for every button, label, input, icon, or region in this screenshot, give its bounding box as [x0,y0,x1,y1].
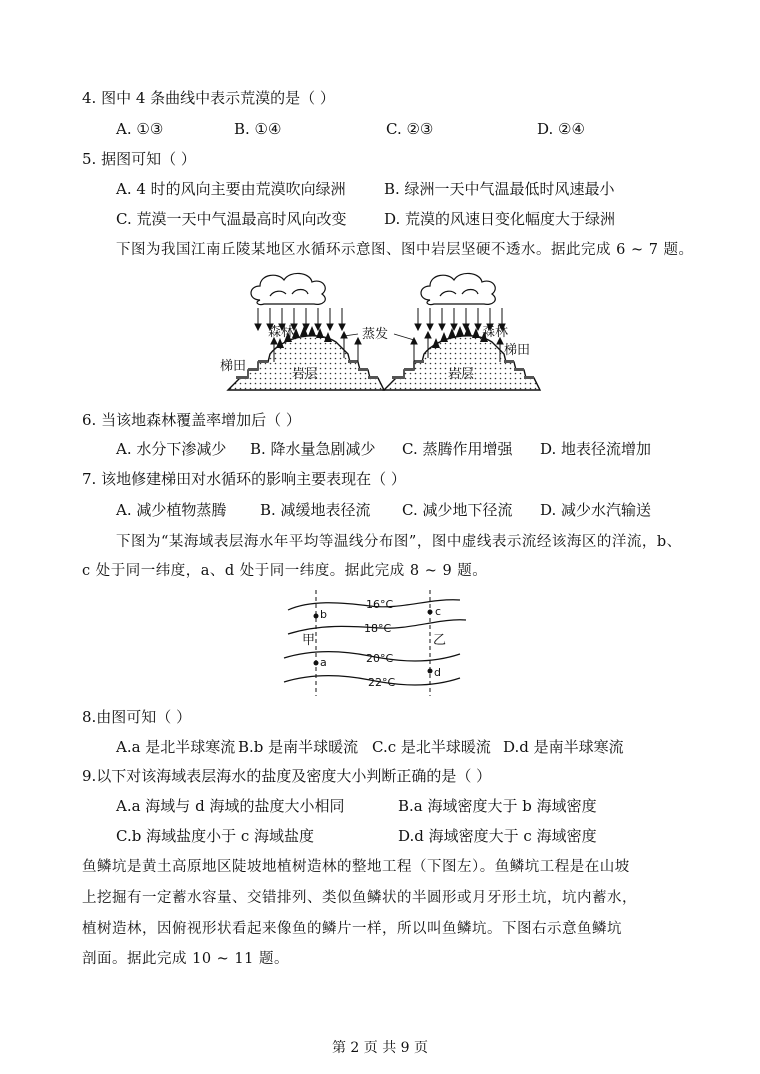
page-footer: 第 2 页 共 9 页 [331,1040,429,1056]
q8-option-a: A.a 是北半球寒流 [116,738,236,756]
q5-option-d: D. 荒漠的风速日变化幅度大于绿洲 [384,210,616,228]
label-forest-left: 森林 [268,325,295,340]
intro-10-11-line2: 上挖掘有一定蓄水容量、交错排列、类似鱼鳞状的半圆形或月牙形土坑，坑内蓄水， [82,890,637,906]
cloud-left-icon [251,273,325,304]
label-terrace-right: 梯田 [504,343,531,358]
label-c: c [435,605,442,618]
q9-option-a: A.a 海域与 d 海域的盐度大小相同 [116,797,345,815]
q4-stem: 4. 图中 4 条曲线中表示荒漠的是（ ） [82,89,335,107]
q7-option-d: D. 减少水汽输送 [540,501,652,519]
q7-stem: 7. 该地修建梯田对水循环的影响主要表现在（ ） [82,470,406,488]
intro-10-11-line1: 鱼鳞坑是黄土高原地区陡坡地植树造林的整地工程（下图左）。鱼鳞坑工程是在山坡 [82,859,630,875]
q7-option-a: A. 减少植物蒸腾 [116,501,227,519]
intro-10-11-line3: 植树造林，因俯视形状看起来像鱼的鳞片一样，所以叫鱼鳞坑。下图右示意鱼鳞坑 [82,921,622,937]
label-iso20: 20°C [366,652,394,665]
isotherm-figure [280,588,480,700]
intro-6-7: 下图为我国江南丘陵某地区水循环示意图、图中岩层坚硬不透水。据此完成 6 ~ 7 题。 [116,242,694,258]
intro-8-9-line2: c 处于同一纬度，a、d 处于同一纬度。据此完成 8 ~ 9 题。 [82,563,488,579]
q7-option-c: C. 减少地下径流 [402,501,513,519]
q9-stem: 9.以下对该海域表层海水的盐度及密度大小判断正确的是（ ） [82,767,492,785]
q5-option-b: B. 绿洲一天中气温最低时风速最小 [384,180,615,198]
label-rock-left: 岩层 [292,367,319,382]
cloud-right-icon [421,273,495,304]
label-jia: 甲 [302,633,316,648]
q6-option-c: C. 蒸腾作用增强 [402,440,513,458]
q8-option-c: C.c 是北半球暖流 [372,738,491,756]
q4-option-b: B. ①④ [234,120,282,138]
label-iso18: 18°C [364,622,392,635]
intro-8-9-line1: 下图为“某海域表层海水年平均等温线分布图”，图中虚线表示流经该海区的洋流，b、 [116,534,682,550]
q9-option-d: D.d 海域密度大于 c 海域密度 [398,827,597,845]
point-b [314,614,319,619]
q4-option-d: D. ②④ [537,120,585,138]
point-d [428,669,433,674]
q5-stem: 5. 据图可知（ ） [82,150,196,168]
q8-option-d: D.d 是南半球寒流 [503,738,624,756]
label-terrace-left: 梯田 [220,359,247,374]
q5-option-c: C. 荒漠一天中气温最高时风向改变 [116,210,347,228]
label-iso16: 16°C [366,598,394,611]
point-c [428,610,433,615]
q7-option-b: B. 减缓地表径流 [260,501,371,519]
label-yi: 乙 [433,633,447,648]
label-d: d [434,666,441,679]
point-a [314,661,319,666]
label-evaporation: 蒸发 [362,327,389,342]
q5-option-a: A. 4 时的风向主要由荒漠吹向绿洲 [116,180,346,198]
label-iso22: 22°C [368,676,396,689]
label-b: b [320,608,327,621]
q4-option-a: A. ①③ [116,120,164,138]
label-a: a [320,656,327,669]
q8-option-b: B.b 是南半球暖流 [238,738,359,756]
q9-option-c: C.b 海域盐度小于 c 海域盐度 [116,827,315,845]
label-rock-right: 岩层 [448,367,475,382]
q8-stem: 8.由图可知（ ） [82,708,192,726]
q6-option-a: A. 水分下渗减少 [116,440,227,458]
intro-10-11-line4: 剖面。据此完成 10 ~ 11 题。 [82,951,289,967]
label-forest-right: 森林 [482,325,509,340]
q6-option-d: D. 地表径流增加 [540,440,652,458]
water-cycle-figure [218,266,548,396]
q6-option-b: B. 降水量急剧减少 [250,440,376,458]
q9-option-b: B.a 海域密度大于 b 海域密度 [398,797,597,815]
q4-option-c: C. ②③ [386,120,434,138]
q6-stem: 6. 当该地森林覆盖率增加后（ ） [82,411,301,429]
